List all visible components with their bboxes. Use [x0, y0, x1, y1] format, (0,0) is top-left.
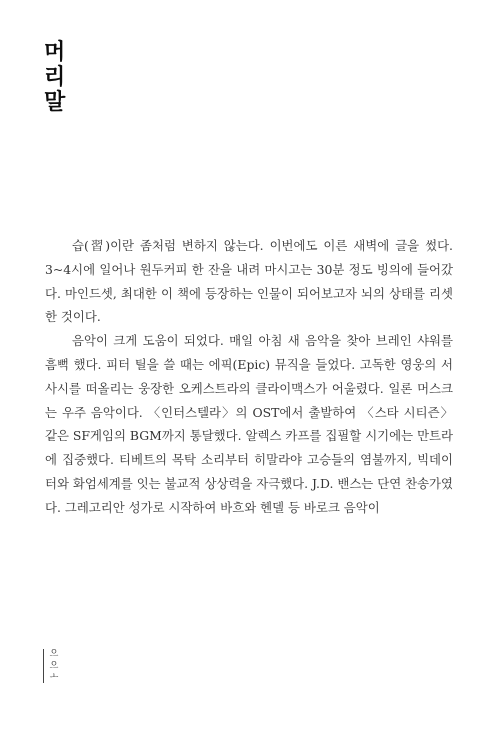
- side-label-char: 으: [49, 660, 59, 671]
- paragraph: 음악이 크게 도움이 되었다. 매일 아침 새 음악을 찾아 브레인 샤워를 흠뻑 했다. 피터 틸을 쓸 때는 에픽(Epic) 뮤직을 들었다. 고독한 영웅의 서사시를 떠올리는 웅장한 오케스트라의 클라이맥스가 어울렸다. 일론 머스크는 우주 음악이다. 〈인터스텔라〉의 OST에서 출발하여 〈스타 시티즌〉 같은 SF게임의 BGM까지 통달했다. 알렉스 카프를 집필할 시기에는 만트라에 집중했다. 티베트의 목탁 소리부터 히말라야 고승들의 염불까지, 빅데이터와 화엄세계를 잇는 불교적 상상력을 자극했다. J.D. 밴스는 단연 찬송가였다. 그레고리안 성가로 시작하여 바흐와 헨델 등 바로크 음악이: [45, 333, 453, 515]
- chapter-title-char: 리: [44, 65, 66, 90]
- side-running-label: [49, 649, 59, 684]
- side-label-char: ㅗ: [49, 672, 59, 682]
- side-label-char: 으: [49, 649, 59, 659]
- paragraph: 습(習)이란 좀처럼 변하지 않는다. 이번에도 이른 새벽에 글을 썼다. 3~4시에 일어나 원두커피 한 잔을 내려 마시고는 30분 정도 빙의에 들어갔다. 마인드셋, 최대한 이 책에 등장하는 인물이 되어보고자 뇌의 상태를 리셋한 것이다.: [45, 238, 453, 325]
- chapter-title-char: 머: [44, 40, 66, 65]
- chapter-title-char: 말: [44, 90, 66, 115]
- body-text: [45, 234, 453, 520]
- chapter-title: [44, 40, 74, 115]
- margin-rule: [43, 649, 44, 683]
